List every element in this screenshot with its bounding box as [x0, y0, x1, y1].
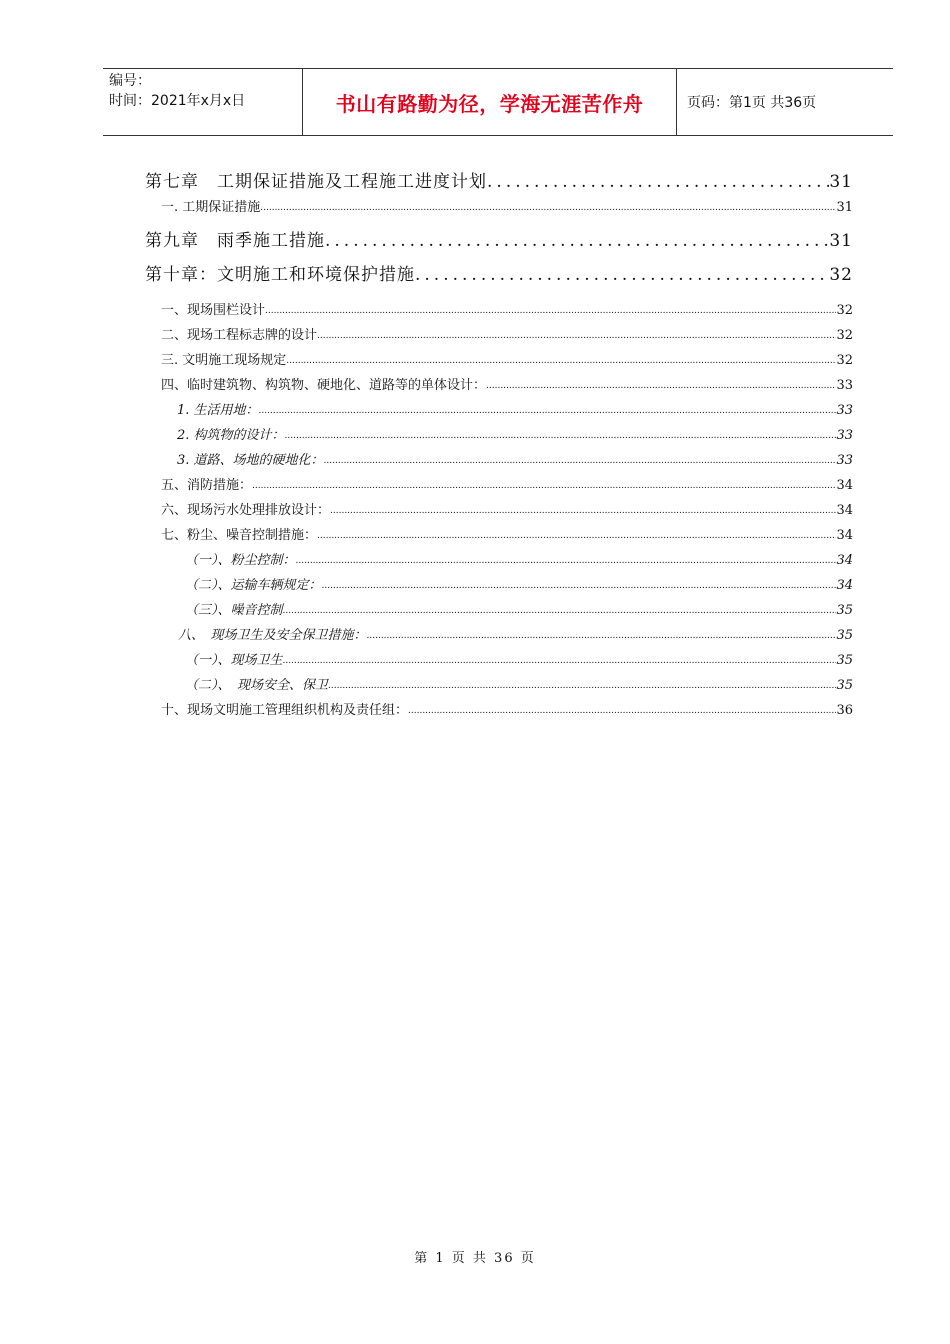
toc-entry[interactable]: [145, 372, 853, 397]
toc-entry-page: 31: [829, 172, 853, 192]
toc-entry-title: 七、粉尘、噪音控制措施：: [161, 528, 318, 543]
toc-entry[interactable]: [145, 422, 853, 447]
toc-entry[interactable]: [145, 597, 853, 622]
toc-dot-leader: [487, 170, 829, 194]
toc-entry-page: 35: [836, 628, 853, 643]
toc-entry-title: 第九章 雨季施工措施: [145, 231, 325, 251]
toc-entry[interactable]: [145, 253, 853, 287]
toc-dot-leader: [286, 350, 836, 372]
toc-entry[interactable]: [145, 219, 853, 253]
toc-entry-page: 34: [836, 503, 853, 518]
toc-dot-leader: [259, 400, 837, 422]
toc-dot-leader: [408, 700, 836, 722]
toc-dot-leader: [285, 425, 837, 447]
toc-dot-leader: [252, 475, 836, 497]
toc-dot-leader: [283, 650, 837, 672]
toc-entry-page: 34: [836, 528, 853, 543]
toc-entry[interactable]: [145, 672, 853, 697]
toc-dot-leader: [328, 675, 836, 697]
toc-entry-title: 六、现场污水处理排放设计：: [161, 503, 331, 518]
toc-entry[interactable]: [145, 397, 853, 422]
toc-dot-leader: [415, 263, 829, 287]
toc-entry-page: 34: [836, 478, 853, 493]
toc-entry-title: （一）、粉尘控制：: [185, 553, 296, 568]
toc-entry-title: 四、临时建筑物、构筑物、硬地化、道路等的单体设计：: [161, 378, 487, 393]
toc-dot-leader: [317, 325, 836, 347]
toc-dot-leader: [260, 197, 836, 219]
toc-entry-title: （三）、噪音控制: [185, 603, 283, 618]
toc-entry-page: 33: [836, 403, 853, 418]
page-header: [103, 68, 893, 136]
toc-entry-title: 十、现场文明施工管理组织机构及责任组：: [161, 703, 409, 718]
document-date-label: 时间：2021年x月x日: [109, 93, 246, 109]
toc-entry-title: 第七章 工期保证措施及工程施工进度计划: [145, 172, 487, 192]
header-motto-cell: [303, 69, 677, 135]
toc-dot-leader: [486, 375, 836, 397]
toc-entry[interactable]: [145, 497, 853, 522]
toc-entry[interactable]: [145, 194, 853, 219]
toc-entry-page: 32: [836, 353, 853, 368]
toc-entry-title: 第十章：文明施工和环境保护措施: [145, 265, 415, 285]
toc-dot-leader: [324, 450, 837, 472]
toc-entry-page: 36: [836, 703, 853, 718]
toc-entry-page: 33: [836, 453, 853, 468]
toc-dot-leader: [317, 525, 836, 547]
toc-entry-page: 31: [829, 231, 853, 251]
toc-entry-title: 3. 道路、场地的硬地化：: [177, 453, 324, 468]
toc-entry-page: 33: [836, 378, 853, 393]
toc-entry[interactable]: [145, 572, 853, 597]
toc-entry-page: 32: [836, 328, 853, 343]
toc-entry-title: 2. 构筑物的设计：: [177, 428, 285, 443]
toc-entry-page: 34: [836, 578, 853, 593]
header-page-label: 页码：第1页 共36页: [687, 95, 817, 111]
toc-entry-title: （一）、现场卫生: [185, 653, 283, 668]
footer-page-number: 第 1 页 共 36 页: [414, 1251, 536, 1266]
toc-entry[interactable]: [145, 647, 853, 672]
toc-dot-leader: [283, 600, 837, 622]
toc-entry[interactable]: [145, 297, 853, 322]
toc-entry[interactable]: [145, 622, 853, 647]
toc-entry-title: （二）、运输车辆规定：: [185, 578, 322, 593]
toc-entry[interactable]: [145, 160, 853, 194]
toc-entry-page: 34: [836, 553, 853, 568]
toc-entry-title: 一、现场围栏设计: [161, 303, 266, 318]
toc-entry-page: 35: [836, 603, 853, 618]
toc-entry-page: 32: [836, 303, 853, 318]
toc-entry-title: 三. 文明施工现场规定: [161, 353, 287, 368]
toc-entry[interactable]: [145, 522, 853, 547]
toc-entry[interactable]: [145, 472, 853, 497]
toc-entry-page: 33: [836, 428, 853, 443]
toc-entry-page: 32: [829, 265, 853, 285]
table-of-contents: [145, 160, 853, 722]
toc-dot-leader: [296, 550, 837, 572]
toc-entry[interactable]: [145, 447, 853, 472]
toc-dot-leader: [325, 229, 829, 253]
header-info-cell: [103, 69, 303, 135]
toc-entry-page: 31: [836, 200, 853, 215]
document-number-label: 编号：: [109, 73, 151, 89]
toc-entry-page: 35: [836, 678, 853, 693]
toc-entry-title: （二）、 现场安全、保卫: [185, 678, 329, 693]
toc-entry[interactable]: [145, 347, 853, 372]
toc-spacer: [145, 287, 853, 297]
toc-entry[interactable]: [145, 697, 853, 722]
toc-entry-title: 1. 生活用地：: [177, 403, 259, 418]
header-page-cell: [677, 69, 893, 135]
toc-dot-leader: [265, 300, 836, 322]
toc-dot-leader: [330, 500, 836, 522]
toc-entry[interactable]: [145, 322, 853, 347]
toc-entry-title: 八、 现场卫生及安全保卫措施：: [178, 628, 367, 643]
toc-entry-page: 35: [836, 653, 853, 668]
toc-entry-title: 一. 工期保证措施: [161, 200, 261, 215]
toc-entry-title: 二、现场工程标志牌的设计: [161, 328, 318, 343]
toc-entry-title: 五、消防措施：: [161, 478, 253, 493]
toc-dot-leader: [367, 625, 837, 647]
header-motto: 书山有路勤为径，学海无涯苦作舟: [335, 91, 644, 116]
toc-entry[interactable]: [145, 547, 853, 572]
page-footer: [0, 1247, 950, 1266]
toc-dot-leader: [322, 575, 837, 597]
